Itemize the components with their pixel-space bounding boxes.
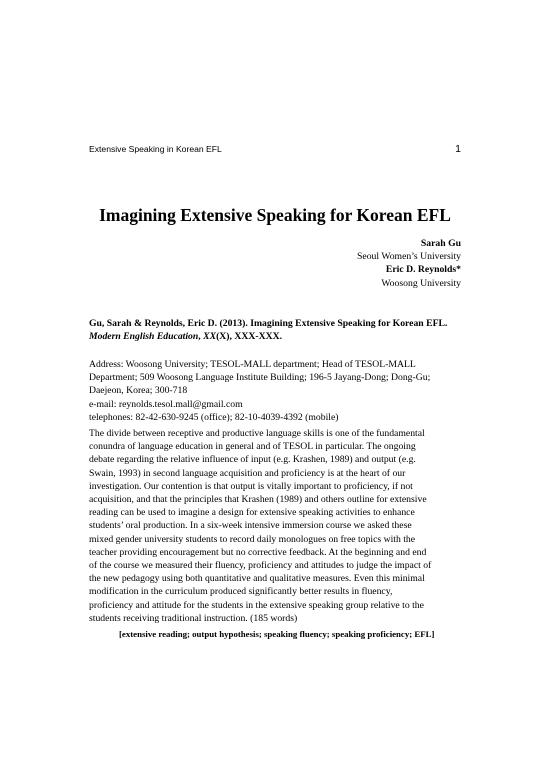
citation-separator: ,	[198, 331, 204, 343]
address-line: Daejeon, Korea; 300-718	[89, 385, 188, 397]
citation-issue-pages: (X), XXX-XXX.	[216, 331, 282, 343]
abstract-line: teacher providing encouragement but no corrective feedback. At the beginning and end	[89, 546, 427, 558]
address-line: Department; 509 Woosong Language Institute Building; 196-5 Jayang-Dong; Dong-Gu;	[89, 372, 431, 384]
abstract-line: investigation. Our contention is that output is vitally important to proficiency, if not	[89, 480, 413, 492]
abstract-line: reading can be used to imagine a design for extensive speaking activities to enhance	[89, 507, 415, 519]
abstract-line: of the course we measured their fluency, proficiency and attitudes to judge the impact of	[89, 560, 432, 572]
page-number: 1	[455, 143, 461, 155]
citation-source	[89, 330, 461, 343]
abstract-line: The divide between receptive and productive language skills is one of the fundamental	[89, 428, 425, 439]
abstract-line: students receiving traditional instruction. (185 words)	[89, 612, 298, 624]
journal-volume: XX	[203, 331, 217, 343]
abstract-line: modification in the curriculum produced significantly better results in fluency,	[89, 586, 393, 598]
email-line: e-mail: reynolds.tesol.mall@gmail.com	[89, 398, 243, 410]
running-header	[89, 143, 461, 155]
journal-name: Modern English Education	[89, 331, 199, 343]
author-block	[357, 237, 461, 290]
author-affiliation: Woosong University	[381, 277, 461, 289]
keywords: [extensive reading; output hypothesis; speaking fluency; speaking proficiency; EFL]	[119, 629, 435, 639]
address-block	[89, 358, 461, 424]
citation-line: Gu, Sarah & Reynolds, Eric D. (2013). Imagining Extensive Speaking for Korean EFL.	[89, 318, 448, 329]
abstract-line: conundra of language education in general and of TESOL in particular. The ongoing	[89, 441, 416, 453]
abstract-line: mixed gender university students to record daily monologues on free topics with the	[89, 533, 416, 545]
abstract-line: Swain, 1993) in second language acquisition and proficiency is at the heart of our	[89, 467, 406, 479]
abstract-line: debate regarding the relative influence of input (e.g. Krashen, 1989) and output (e.g.	[89, 454, 416, 466]
paper-title: Imagining Extensive Speaking for Korean EFL	[99, 205, 451, 225]
abstract-line: the new pedagogy using both quantitative and qualitative measures. Even this minimal	[89, 573, 425, 585]
author-affiliation: Seoul Women’s University	[357, 251, 461, 263]
abstract-line: proficiency and attitude for the students in the extensive speaking group relative to the	[89, 599, 424, 611]
citation-block	[89, 317, 461, 343]
abstract-line: students’ oral production. In a six-week intensive immersion course we asked these	[89, 520, 412, 532]
telephone-line: telephones: 82-42-630-9245 (office); 82-10-4039-4392 (mobile)	[89, 411, 339, 423]
abstract-line: acquisition, and that the principles that Krashen (1989) and others outline for extensive	[89, 494, 427, 506]
abstract-paragraph	[89, 427, 461, 625]
address-line: Address: Woosong University; TESOL-MALL department; Head of TESOL-MALL	[89, 359, 416, 370]
author-name: Sarah Gu	[420, 238, 461, 249]
author-name: Eric D. Reynolds*	[385, 264, 461, 276]
running-title: Extensive Speaking in Korean EFL	[89, 144, 222, 154]
